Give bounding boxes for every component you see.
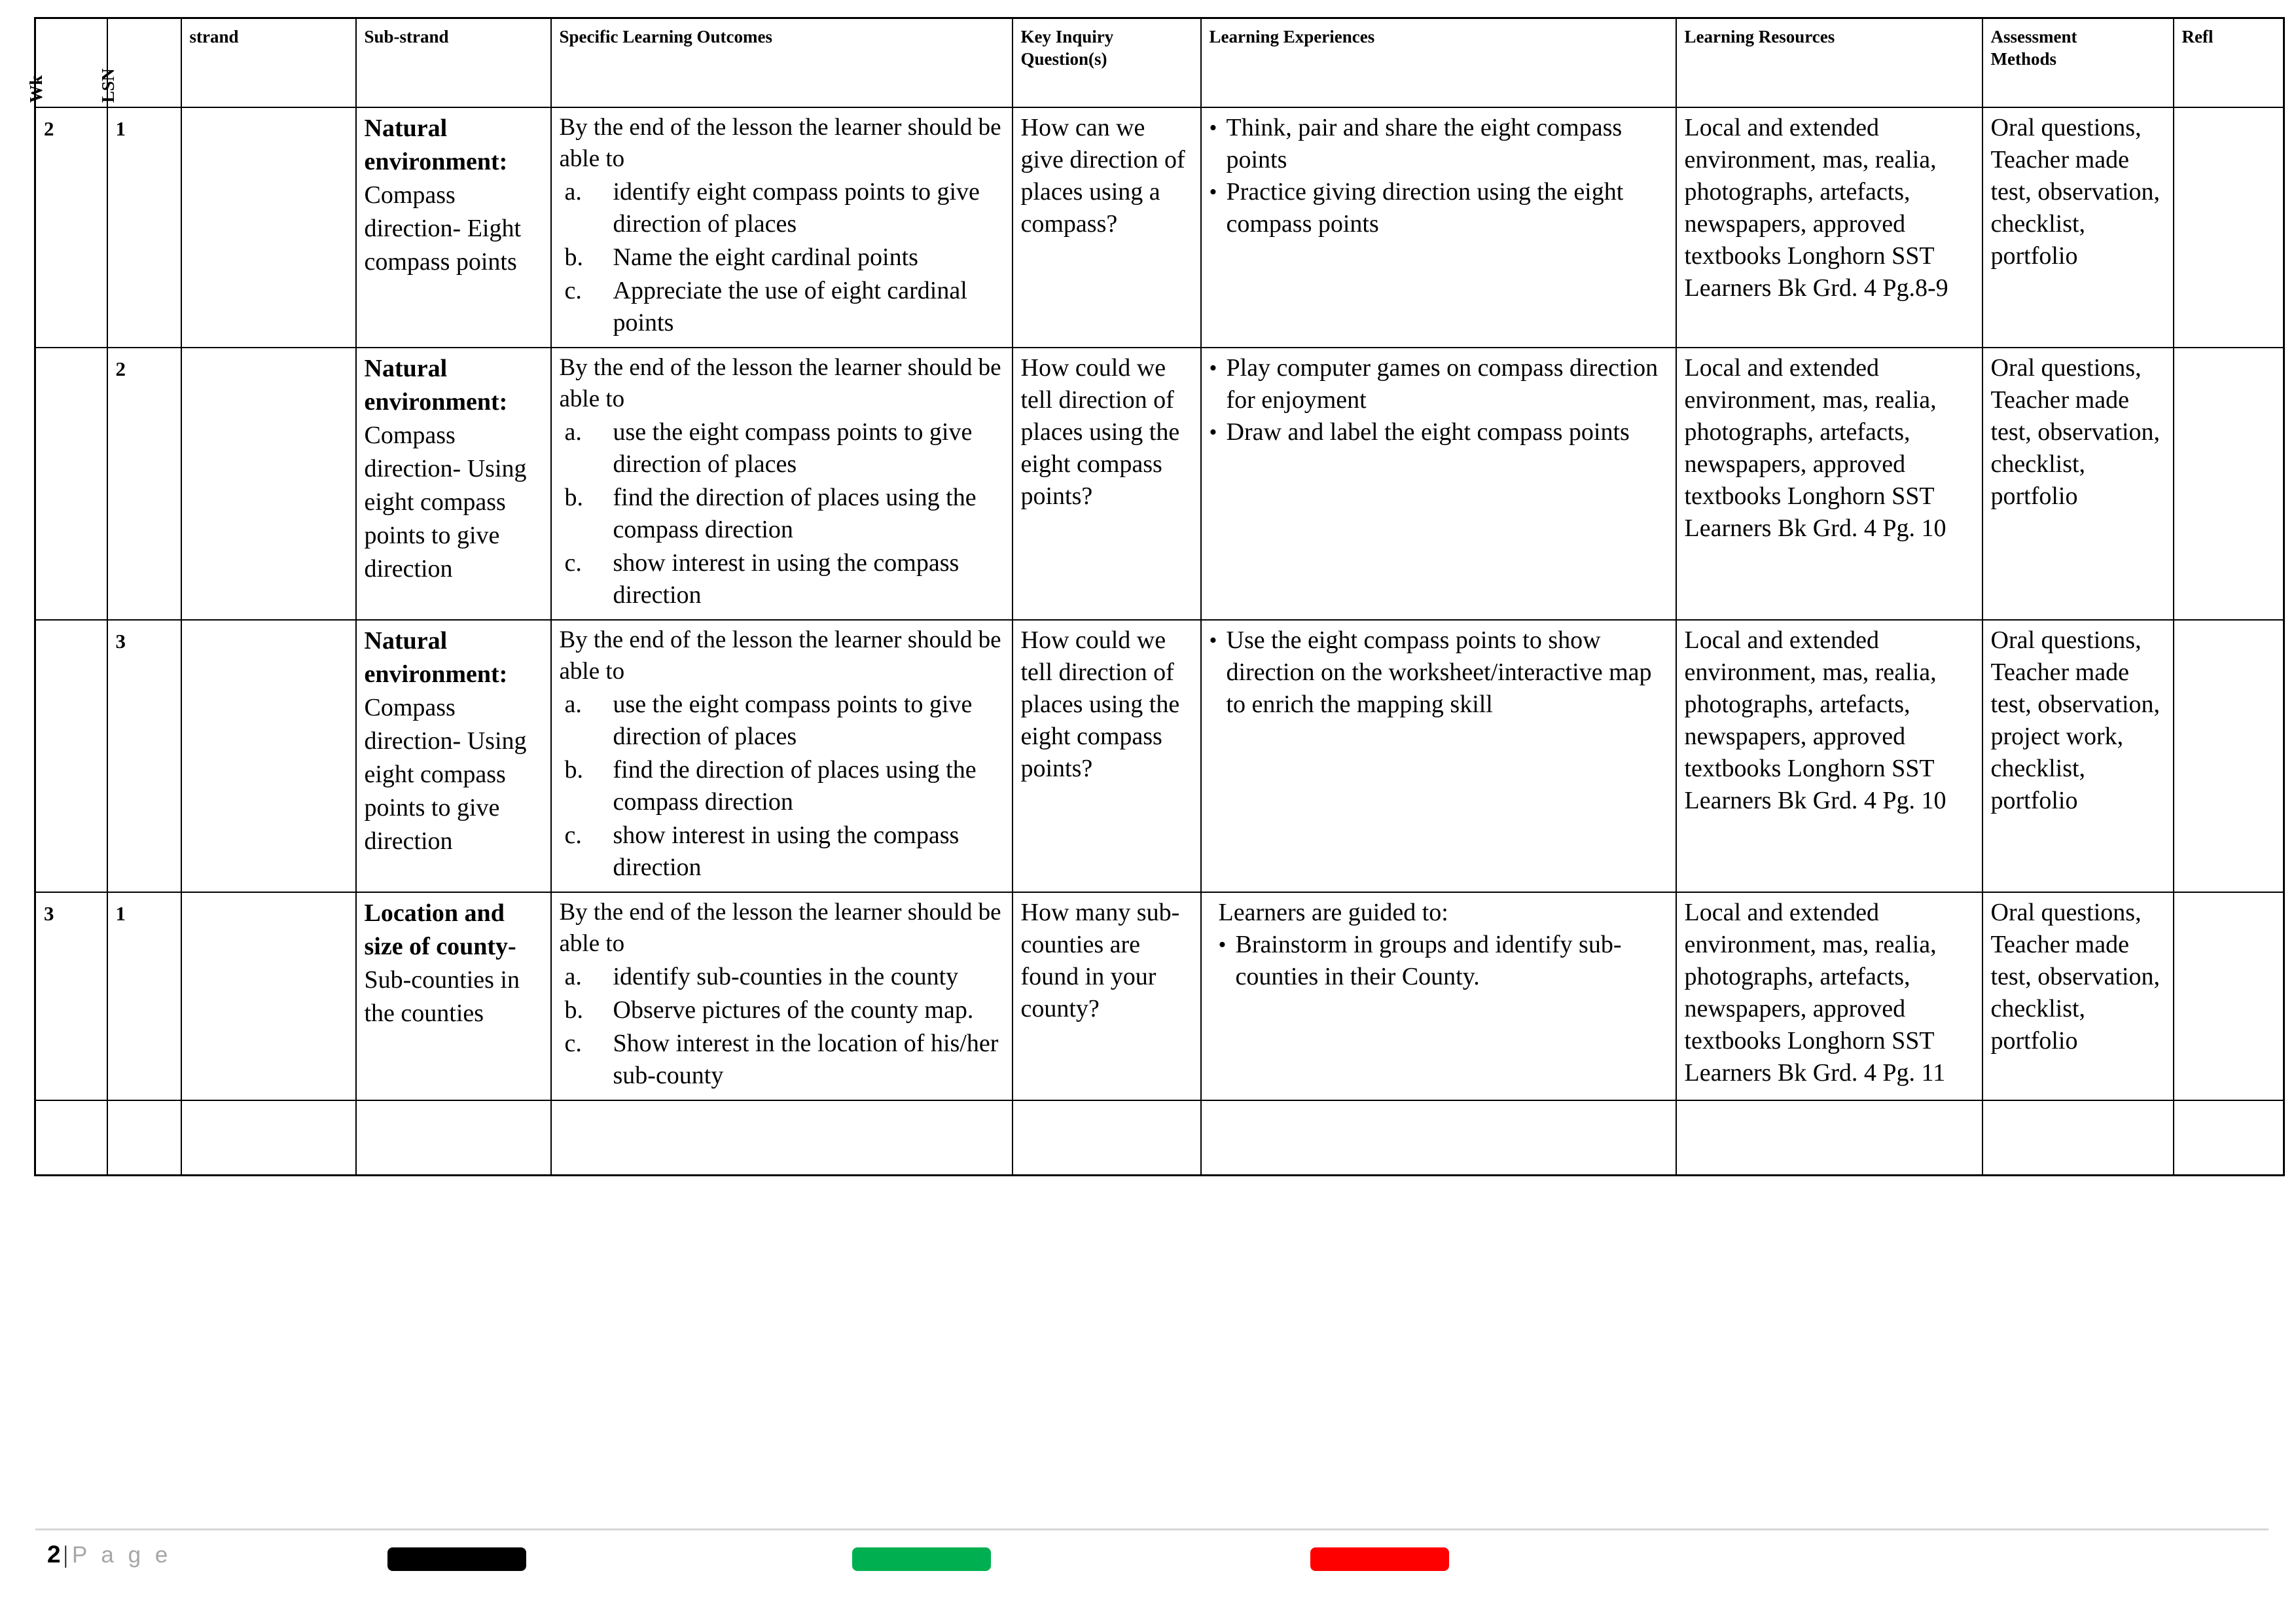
cell-learning-resources — [1676, 892, 1982, 1100]
cell-strand — [181, 1100, 356, 1176]
table-row — [35, 892, 2284, 1100]
table-row — [35, 107, 2284, 348]
assessment-methods-text: Oral questions, Teacher made test, observation, checklist, portfolio — [1990, 114, 2161, 270]
learning-experience-item: • Think, pair and share the eight compass points — [1210, 112, 1669, 176]
page-word-label: P a g e — [72, 1542, 172, 1568]
column-header-assessment-methods — [1982, 18, 2174, 108]
cell-learning-resources — [1676, 620, 1982, 892]
column-header-wk — [26, 18, 107, 108]
slo-list-item: find the direction of places using the compass direction — [613, 756, 977, 816]
cell-key-inquiry-question — [1013, 1100, 1201, 1176]
cell-key-inquiry-question — [1013, 892, 1201, 1100]
learning-resources-text: Local and extended environment, mas, realia, photographs, artefacts, newspapers, approved textbooks Longhorn SST Learners Bk Grd. 4 Pg. 11 — [1684, 899, 1946, 1087]
column-header-lsn-label: LSN — [98, 68, 118, 103]
cell-learning-resources — [1676, 348, 1982, 620]
black-swatch — [387, 1547, 526, 1571]
slo-list-item: Appreciate the use of eight cardinal points — [613, 277, 967, 336]
column-header-lsn — [98, 18, 181, 108]
column-header-learning-resources — [1676, 18, 1982, 108]
column-header-learning-experiences-label: Learning Experiences — [1209, 27, 1375, 46]
slo-intro: By the end of the lesson the learner should be able to — [559, 114, 1001, 172]
column-header-slo-label: Specific Learning Outcomes — [559, 27, 772, 46]
slo-list-item: use the eight compass points to give direction of places — [613, 691, 973, 750]
sub-strand-title: Natural environment: — [364, 355, 508, 416]
scheme-of-work-table — [26, 17, 2285, 1176]
lesson-number: 3 — [115, 630, 126, 653]
sub-strand-detail: Sub-counties in the counties — [364, 966, 520, 1027]
column-header-strand-label: strand — [189, 27, 239, 46]
slo-list-item: show interest in using the compass direction — [613, 821, 960, 881]
cell-week — [35, 620, 107, 892]
cell-learning-resources — [1676, 107, 1982, 348]
slo-list-item: identify sub-counties in the county — [613, 963, 959, 990]
lesson-number: 1 — [115, 902, 126, 925]
cell-reflection — [2174, 620, 2284, 892]
cell-assessment-methods — [1982, 1100, 2174, 1176]
cell-lesson — [107, 348, 181, 620]
learning-experience-item: • Practice giving direction using the eight compass points — [1210, 176, 1669, 240]
slo-list-item: use the eight compass points to give direction of places — [613, 418, 973, 478]
cell-sub-strand — [356, 107, 551, 348]
cell-specific-learning-outcomes — [551, 107, 1013, 348]
cell-key-inquiry-question — [1013, 348, 1201, 620]
learning-experience-item: • Use the eight compass points to show direction on the worksheet/interactive map to enrich the mapping skill — [1210, 624, 1669, 721]
key-inquiry-question-text: How can we give direction of places using a compass? — [1020, 114, 1185, 238]
cell-assessment-methods — [1982, 620, 2174, 892]
table-row — [35, 348, 2284, 620]
column-header-sub-strand — [356, 18, 551, 108]
cell-strand — [181, 348, 356, 620]
cell-strand — [181, 107, 356, 348]
cell-sub-strand — [356, 892, 551, 1100]
slo-list — [560, 689, 1005, 884]
column-header-assessment-label-line1: Assessment — [1990, 27, 2077, 46]
column-header-sub-strand-label: Sub-strand — [364, 27, 449, 46]
cell-learning-resources — [1676, 1100, 1982, 1176]
key-inquiry-question-text: How many sub-counties are found in your county? — [1020, 899, 1180, 1022]
cell-specific-learning-outcomes — [551, 1100, 1013, 1176]
column-header-wk-label: Wk — [26, 75, 46, 103]
cell-reflection — [2174, 1100, 2284, 1176]
sub-strand-detail: Compass direction- Eight compass points — [364, 181, 522, 276]
column-header-learning-resources-label: Learning Resources — [1684, 27, 1835, 46]
cell-lesson — [107, 620, 181, 892]
learning-experiences-list — [1210, 929, 1669, 993]
cell-specific-learning-outcomes — [551, 892, 1013, 1100]
learning-resources-text: Local and extended environment, mas, realia, photographs, artefacts, newspapers, approved textbooks Longhorn SST Learners Bk Grd. 4 Pg. 10 — [1684, 626, 1946, 814]
lesson-number: 1 — [115, 117, 126, 140]
column-header-strand — [181, 18, 356, 108]
cell-sub-strand — [356, 1100, 551, 1176]
slo-intro: By the end of the lesson the learner should be able to — [559, 626, 1001, 685]
cell-reflection — [2174, 892, 2284, 1100]
green-swatch — [852, 1547, 991, 1571]
learning-resources-text: Local and extended environment, mas, realia, photographs, artefacts, newspapers, approved textbooks Longhorn SST Learners Bk Grd. 4 Pg.8-9 — [1684, 114, 1948, 302]
red-swatch — [1310, 1547, 1449, 1571]
week-number: 3 — [44, 902, 54, 925]
cell-lesson — [107, 107, 181, 348]
page-footer — [34, 1500, 2270, 1624]
slo-list-item: Observe pictures of the county map. — [613, 996, 974, 1024]
cell-sub-strand — [356, 348, 551, 620]
cell-learning-experiences — [1201, 892, 1676, 1100]
page-number: 2 — [47, 1541, 61, 1568]
cell-week — [35, 107, 107, 348]
column-header-kiq-label-line2: Question(s) — [1020, 49, 1107, 69]
key-inquiry-question-text: How could we tell direction of places using the eight compass points? — [1020, 354, 1180, 510]
sub-strand-title: Natural environment: — [364, 627, 508, 688]
cell-lesson — [107, 1100, 181, 1176]
learning-experience-item: • Brainstorm in groups and identify sub-counties in their County. — [1210, 929, 1669, 993]
table-body — [35, 107, 2284, 1176]
slo-list-item: find the direction of places using the compass direction — [613, 484, 977, 543]
sub-strand-detail: Compass direction- Using eight compass points to give direction — [364, 694, 527, 855]
week-number: 2 — [44, 117, 54, 140]
slo-intro: By the end of the lesson the learner should be able to — [559, 899, 1001, 957]
cell-strand — [181, 620, 356, 892]
learning-experience-item: • Draw and label the eight compass points — [1210, 416, 1669, 448]
cell-key-inquiry-question — [1013, 107, 1201, 348]
slo-list-item: identify eight compass points to give direction of places — [613, 178, 980, 238]
page-number-separator: | — [63, 1542, 68, 1568]
cell-assessment-methods — [1982, 107, 2174, 348]
sub-strand-detail: Compass direction- Using eight compass points to give direction — [364, 422, 527, 583]
slo-list-item: Show interest in the location of his/her sub-county — [613, 1030, 999, 1089]
cell-lesson — [107, 892, 181, 1100]
slo-list — [560, 176, 1005, 339]
slo-intro: By the end of the lesson the learner should be able to — [559, 354, 1001, 412]
cell-strand — [181, 892, 356, 1100]
sub-strand-title: Natural environment: — [364, 115, 508, 175]
cell-learning-experiences — [1201, 107, 1676, 348]
cell-learning-experiences — [1201, 620, 1676, 892]
column-header-key-inquiry-questions — [1013, 18, 1201, 108]
sub-strand-text — [365, 624, 544, 858]
cell-sub-strand — [356, 620, 551, 892]
column-header-specific-learning-outcomes — [551, 18, 1013, 108]
cell-reflection — [2174, 348, 2284, 620]
learning-resources-text: Local and extended environment, mas, realia, photographs, artefacts, newspapers, approved textbooks Longhorn SST Learners Bk Grd. 4 Pg. 10 — [1684, 354, 1946, 542]
lesson-number: 2 — [115, 357, 126, 380]
learning-experiences-lead: Learners are guided to: — [1218, 899, 1448, 926]
key-inquiry-question-text: How could we tell direction of places using the eight compass points? — [1020, 626, 1180, 782]
sub-strand-text — [365, 352, 544, 586]
learning-experiences-list — [1210, 624, 1669, 721]
cell-learning-experiences — [1201, 1100, 1676, 1176]
assessment-methods-text: Oral questions, Teacher made test, observation, checklist, portfolio — [1990, 899, 2161, 1055]
learning-experiences-list — [1210, 112, 1669, 240]
slo-list-item: show interest in using the compass direction — [613, 549, 960, 609]
cell-reflection — [2174, 107, 2284, 348]
cell-week — [35, 1100, 107, 1176]
cell-specific-learning-outcomes — [551, 620, 1013, 892]
column-header-learning-experiences — [1201, 18, 1676, 108]
sub-strand-title: Location and size of county- — [364, 899, 516, 960]
sub-strand-text — [365, 897, 544, 1030]
column-header-refl-label: Refl — [2181, 27, 2214, 46]
assessment-methods-text: Oral questions, Teacher made test, observation, project work, checklist, portfolio — [1990, 626, 2161, 814]
cell-assessment-methods — [1982, 892, 2174, 1100]
cell-assessment-methods — [1982, 348, 2174, 620]
cell-specific-learning-outcomes — [551, 348, 1013, 620]
cell-week — [35, 348, 107, 620]
cell-week — [35, 892, 107, 1100]
slo-list — [560, 961, 1005, 1092]
slo-list — [560, 416, 1005, 611]
footer-divider — [35, 1528, 2269, 1530]
table-row — [35, 620, 2284, 892]
assessment-methods-text: Oral questions, Teacher made test, observation, checklist, portfolio — [1990, 354, 2161, 510]
learning-experience-item: • Play computer games on compass direction for enjoyment — [1210, 352, 1669, 416]
learning-experiences-list — [1210, 352, 1669, 448]
slo-list-item: Name the eight cardinal points — [613, 244, 918, 271]
table-row — [35, 1100, 2284, 1176]
page-number-block — [47, 1540, 171, 1570]
cell-key-inquiry-question — [1013, 620, 1201, 892]
column-header-kiq-label-line1: Key Inquiry — [1020, 27, 1114, 46]
table-header-row — [35, 18, 2284, 108]
cell-learning-experiences — [1201, 348, 1676, 620]
column-header-refl — [2174, 18, 2284, 108]
column-header-assessment-label-line2: Methods — [1990, 49, 2056, 69]
sub-strand-text — [365, 112, 544, 279]
